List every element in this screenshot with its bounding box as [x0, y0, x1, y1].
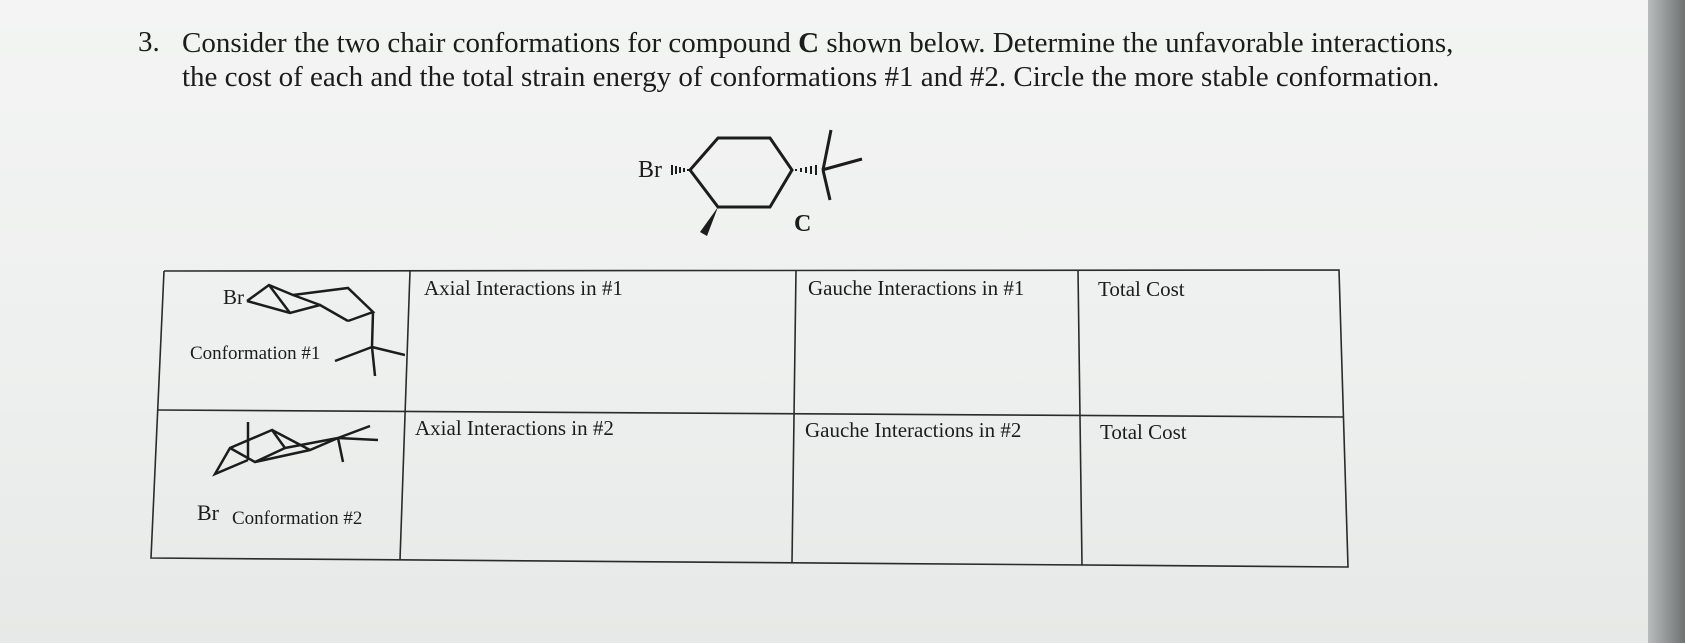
conformation-1-label: Conformation #1: [190, 343, 321, 364]
question-text-pre: Consider the two chair conformations for compound: [182, 27, 799, 59]
conformation-2-chair: [215, 422, 378, 474]
gauche-header-1: Gauche Interactions in #1: [808, 276, 1025, 300]
conformation-2-drawing: [210, 418, 380, 508]
conformation-1-br-label: Br: [223, 285, 244, 309]
total-cost-header-1: Total Cost: [1098, 277, 1185, 301]
total-cost-header-2: Total Cost: [1100, 420, 1187, 444]
compound-c-br-label: Br: [638, 157, 662, 183]
compound-reference: C: [798, 27, 820, 59]
axial-header-1: Axial Interactions in #1: [424, 276, 623, 300]
conformation-1-drawing: [185, 275, 405, 385]
conformation-2-br-label: Br: [197, 500, 219, 525]
question-text-post: shown below. Determine the unfavorable interactions, the cost of each and the total strain energy of conformations #1 and #2. Circle the more stable conformation.: [182, 27, 1454, 93]
compound-c-label: C: [794, 211, 812, 237]
question-number: 3.: [138, 26, 160, 58]
gauche-header-2: Gauche Interactions in #2: [805, 418, 1022, 442]
axial-header-2: Axial Interactions in #2: [415, 416, 614, 440]
conformation-2-label: Conformation #2: [232, 508, 363, 529]
